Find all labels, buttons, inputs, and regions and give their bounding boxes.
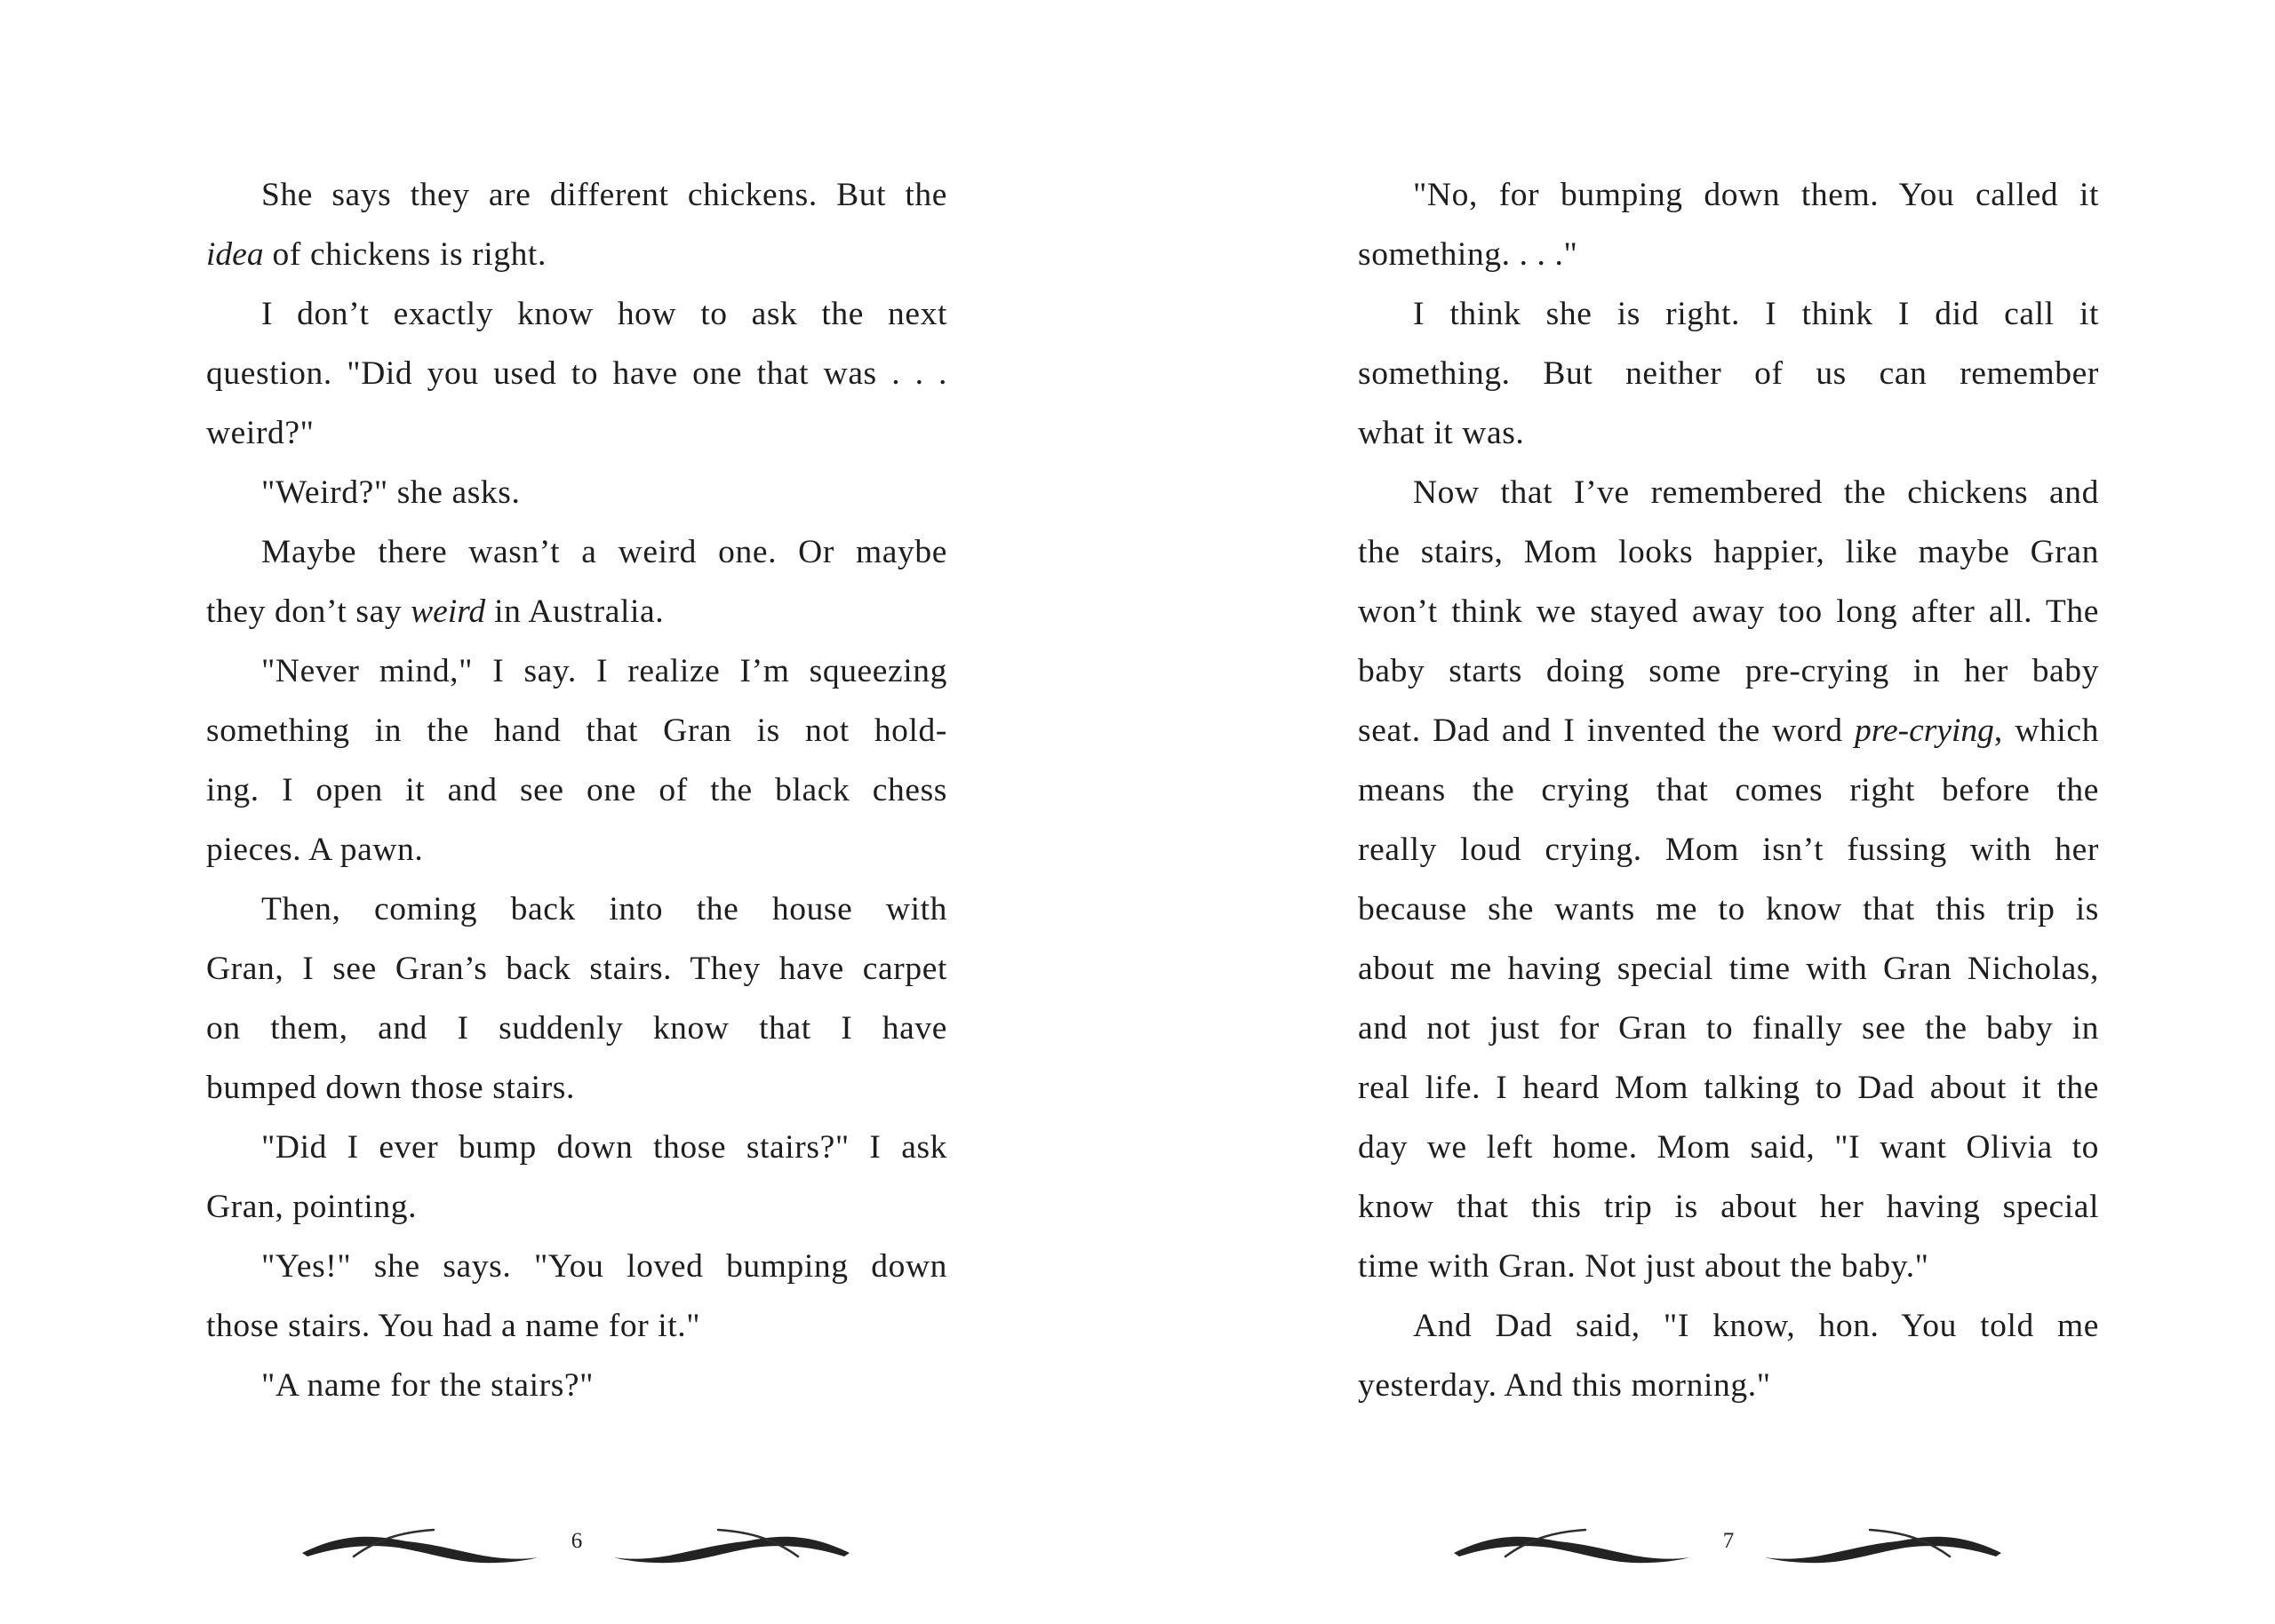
left-page-footer (206, 1510, 947, 1572)
italic-word: weird (411, 593, 486, 630)
text-line (1358, 344, 2099, 403)
text-run: She says they are different chickens. But the (261, 177, 947, 213)
text-line (206, 284, 947, 344)
text-line (1358, 820, 2099, 880)
text-line (1358, 1237, 2099, 1296)
text-run: baby starts doing some pre-crying in her baby (1358, 653, 2099, 689)
text-run: "No, for bumping down them. You called it (1413, 177, 2099, 213)
text-line (206, 701, 947, 760)
text-line (1358, 1296, 2099, 1356)
text-run: bumped down those stairs. (206, 1070, 575, 1106)
text-line (206, 999, 947, 1058)
text-run: something. But neither of us can remember (1358, 355, 2099, 392)
text-run: what it was. (1358, 415, 1525, 451)
italic-word: pre-crying (1855, 712, 1994, 749)
text-line (206, 165, 947, 225)
text-run: know that this trip is about her having special (1358, 1189, 2099, 1225)
text-line (206, 225, 947, 284)
text-run: Now that I’ve remembered the chickens and (1413, 474, 2099, 511)
text-run: on them, and I suddenly know that I have (206, 1010, 947, 1047)
text-run: Then, coming back into the house with (261, 891, 947, 927)
text-run: time with Gran. Not just about the baby." (1358, 1248, 1929, 1285)
text-line (206, 820, 947, 880)
text-run: something. . . ." (1358, 236, 1578, 273)
swash-ornament-right-icon (611, 1510, 851, 1572)
text-line (206, 1177, 947, 1237)
text-run: weird?" (206, 415, 315, 451)
text-line (1358, 225, 2099, 284)
text-line (1358, 165, 2099, 225)
swash-ornament-left-icon (300, 1510, 540, 1572)
swash-ornament-left-icon (1452, 1510, 1692, 1572)
text-line (206, 463, 947, 522)
text-line (206, 1237, 947, 1296)
text-run: I don’t exactly know how to ask the next (261, 296, 947, 332)
text-run: really loud crying. Mom isn’t fussing with her (1358, 832, 2099, 868)
text-line (1358, 760, 2099, 820)
text-run: those stairs. You had a name for it." (206, 1308, 701, 1344)
text-run: "A name for the stairs?" (261, 1367, 595, 1404)
text-line (206, 880, 947, 939)
text-line (1358, 1118, 2099, 1177)
right-page (1358, 0, 2099, 1624)
text-run: they don’t say (206, 593, 411, 630)
text-run: yesterday. And this morning." (1358, 1367, 1771, 1404)
text-line (206, 641, 947, 701)
text-run: And Dad said, "I know, hon. You told me (1413, 1308, 2099, 1344)
text-run: seat. Dad and I invented the word (1358, 712, 1856, 749)
page-number: 6 (571, 1529, 583, 1553)
text-run: day we left home. Mom said, "I want Olivia to (1358, 1129, 2099, 1166)
text-line (1358, 284, 2099, 344)
page-number: 7 (1722, 1529, 1735, 1553)
text-line (1358, 641, 2099, 701)
text-run: the stairs, Mom looks happier, like maybe Gran (1358, 534, 2099, 570)
text-line (206, 1296, 947, 1356)
text-line (206, 1058, 947, 1118)
text-run: question. "Did you used to have one that was . . . (206, 355, 947, 392)
text-line (1358, 403, 2099, 463)
text-line (1358, 463, 2099, 522)
text-run: "Did I ever bump down those stairs?" I ask (261, 1129, 947, 1166)
text-run: in Australia. (485, 593, 665, 630)
text-line (1358, 522, 2099, 582)
italic-word: idea (206, 236, 264, 273)
text-line (1358, 1177, 2099, 1237)
text-run: Maybe there wasn’t a weird one. Or maybe (261, 534, 947, 570)
text-line (1358, 1058, 2099, 1118)
text-line (206, 760, 947, 820)
text-run: "Yes!" she says. "You loved bumping down (261, 1248, 947, 1285)
text-run: about me having special time with Gran Nicholas, (1358, 951, 2099, 987)
text-line (1358, 999, 2099, 1058)
text-line (206, 1356, 947, 1415)
text-line (1358, 1356, 2099, 1415)
text-run: something in the hand that Gran is not hold- (206, 712, 947, 749)
text-line (206, 939, 947, 999)
text-line (1358, 582, 2099, 641)
text-run: , which (1993, 712, 2099, 749)
left-page (206, 0, 947, 1624)
text-run: and not just for Gran to finally see the baby in (1358, 1010, 2099, 1047)
text-run: pieces. A pawn. (206, 832, 424, 868)
text-run: real life. I heard Mom talking to Dad about it the (1358, 1070, 2099, 1106)
right-page-footer (1358, 1510, 2099, 1572)
text-line (1358, 701, 2099, 760)
text-run: "Weird?" she asks. (261, 474, 521, 511)
text-line (1358, 880, 2099, 939)
text-run: "Never mind," I say. I realize I’m squeezing (261, 653, 947, 689)
text-line (206, 1118, 947, 1177)
text-run: ing. I open it and see one of the black chess (206, 772, 947, 808)
text-line (206, 344, 947, 403)
text-run: because she wants me to know that this trip is (1358, 891, 2099, 927)
text-run: I think she is right. I think I did call it (1413, 296, 2099, 332)
text-run: Gran, pointing. (206, 1189, 418, 1225)
text-run: of chickens is right. (263, 236, 547, 273)
text-run: means the crying that comes right before the (1358, 772, 2099, 808)
text-line (206, 582, 947, 641)
text-line (206, 522, 947, 582)
swash-ornament-right-icon (1763, 1510, 2003, 1572)
text-run: won’t think we stayed away too long after all. The (1358, 593, 2099, 630)
text-run: Gran, I see Gran’s back stairs. They have carpet (206, 951, 947, 987)
text-line (206, 403, 947, 463)
text-line (1358, 939, 2099, 999)
